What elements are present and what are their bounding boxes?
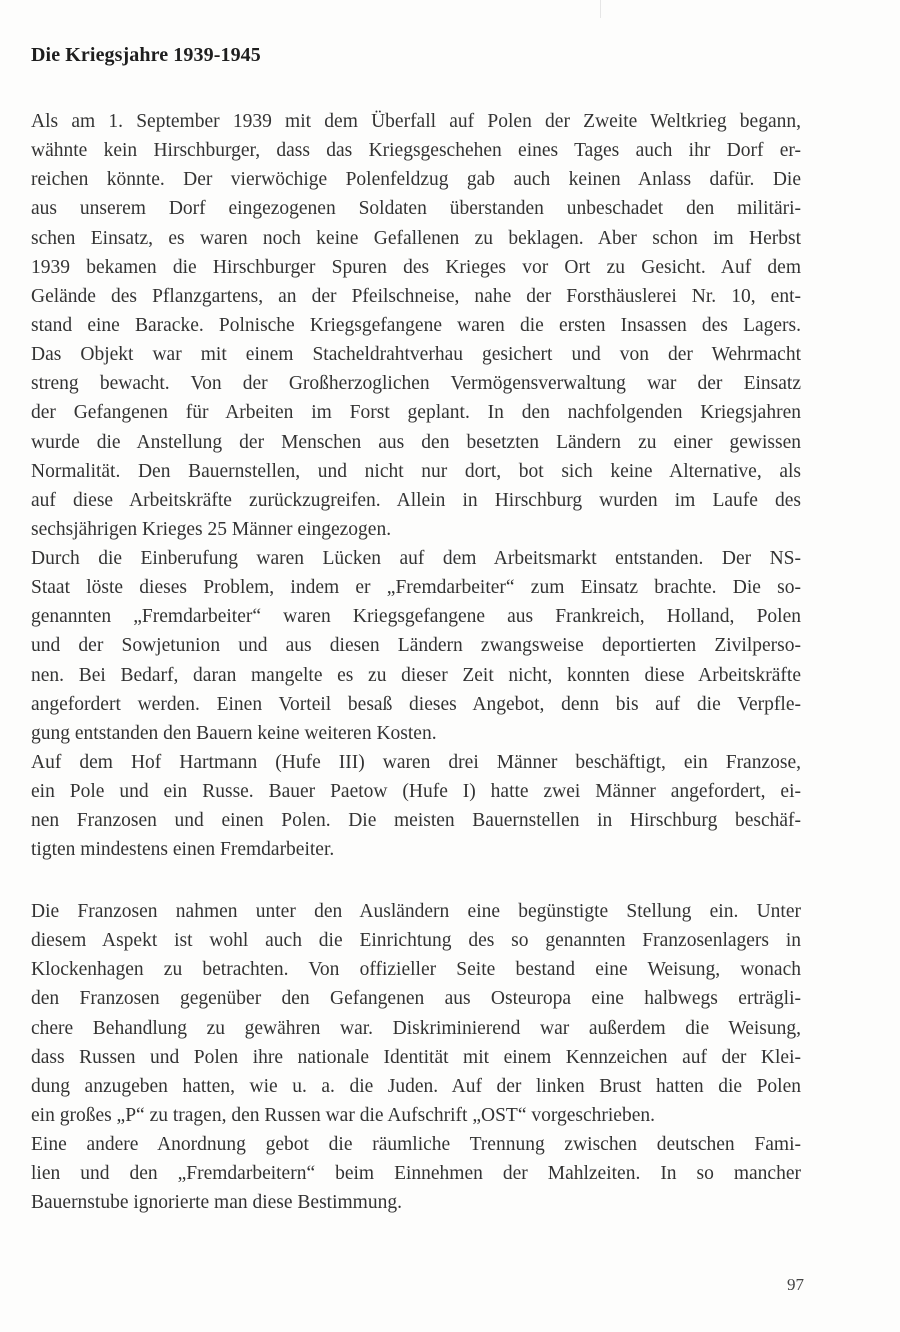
text-line: Eine andere Anordnung gebot die räumliche Trennung zwischen deutschen Fami- — [31, 1134, 801, 1155]
text-line: Als am 1. September 1939 mit dem Überfall auf Polen der Zweite Weltkrieg begann, — [31, 111, 801, 132]
text-line: Gelände des Pflanzgartens, an der Pfeilschneise, nahe der Forsthäuslerei Nr. 10, ent- — [31, 285, 801, 307]
text-line: den Franzosen gegenüber den Gefangenen aus Osteuropa eine halbwegs erträgli- — [31, 988, 801, 1010]
scan-edge-mark — [600, 0, 601, 18]
text-line: ein großes „P“ zu tragen, den Russen war die Aufschrift „OST“ vorgeschrieben. — [31, 1104, 655, 1126]
text-line: 1939 bekamen die Hirschburger Spuren des Krieges vor Ort zu Gesicht. Auf dem — [31, 256, 801, 278]
text-line: diesem Aspekt ist wohl auch die Einrichtung des so genannten Franzosenlagers in — [31, 930, 801, 952]
text-line: nen. Bei Bedarf, daran mangelte es zu dieser Zeit nicht, konnten diese Arbeitskräfte — [31, 664, 801, 686]
text-line: angefordert werden. Einen Vorteil besaß dieses Angebot, denn bis auf die Verpfle- — [31, 693, 801, 715]
text-line: schen Einsatz, es waren noch keine Gefallenen zu beklagen. Aber schon im Herbst — [31, 227, 801, 249]
chapter-heading: Die Kriegsjahre 1939-1945 — [31, 44, 261, 66]
page-number: 97 — [787, 1275, 804, 1294]
text-line: Die Franzosen nahmen unter den Ausländern eine begünstigte Stellung ein. Unter — [31, 901, 801, 922]
paragraph-2 — [31, 544, 801, 748]
text-line: und der Sowjetunion und aus diesen Ländern zwangsweise deportierten Zivilperso- — [31, 635, 801, 657]
text-line: Normalität. Den Bauernstellen, und nicht nur dort, bot sich keine Alternative, als — [31, 460, 801, 482]
text-line: ein Pole und ein Russe. Bauer Paetow (Hufe I) hatte zwei Männer angefordert, ei- — [31, 781, 801, 803]
text-line: stand eine Baracke. Polnische Kriegsgefangene waren die ersten Insassen des Lagers. — [31, 314, 801, 336]
text-line: wurde die Anstellung der Menschen aus den besetzten Ländern zu einer gewissen — [31, 431, 801, 453]
text-line: der Gefangenen für Arbeiten im Forst geplant. In den nachfolgenden Kriegsjahren — [31, 402, 801, 424]
text-line: auf diese Arbeitskräfte zurückzugreifen. Allein in Hirschburg wurden im Laufe des — [31, 489, 801, 511]
text-line: dung anzugeben hatten, wie u. a. die Juden. Auf der linken Brust hatten die Polen — [31, 1075, 801, 1097]
paragraph-5 — [31, 1130, 801, 1217]
text-line: reichen könnte. Der vierwöchige Polenfeldzug gab auch keinen Anlass dafür. Die — [31, 169, 801, 191]
text-line: Bauernstube ignorierte man diese Bestimmung. — [31, 1192, 402, 1214]
paragraph-3 — [31, 748, 801, 865]
paragraph-4 — [31, 897, 801, 1130]
paragraph-1 — [31, 107, 801, 544]
text-line: sechsjährigen Krieges 25 Männer eingezogen. — [31, 518, 392, 540]
text-line: Auf dem Hof Hartmann (Hufe III) waren drei Männer beschäftigt, ein Franzose, — [31, 752, 801, 773]
text-line: dass Russen und Polen ihre nationale Identität mit einem Kennzeichen auf der Klei- — [31, 1046, 801, 1068]
text-line: Das Objekt war mit einem Stacheldrahtverhau gesichert und von der Wehrmacht — [31, 344, 801, 366]
text-line: wähnte kein Hirschburger, dass das Kriegsgeschehen eines Tages auch ihr Dorf er- — [31, 140, 801, 162]
text-line: tigten mindestens einen Fremdarbeiter. — [31, 839, 335, 861]
text-line: gung entstanden den Bauern keine weiteren Kosten. — [31, 722, 437, 744]
text-line: Durch die Einberufung waren Lücken auf dem Arbeitsmarkt entstanden. Der NS- — [31, 548, 801, 569]
text-line: aus unserem Dorf eingezogenen Soldaten überstanden unbeschadet den militäri- — [31, 198, 801, 220]
text-line: lien und den „Fremdarbeitern“ beim Einnehmen der Mahlzeiten. In so mancher — [31, 1163, 801, 1185]
text-line: nen Franzosen und einen Polen. Die meisten Bauernstellen in Hirschburg beschäf- — [31, 810, 801, 832]
text-line: Staat löste dieses Problem, indem er „Fremdarbeiter“ zum Einsatz brachte. Die so- — [31, 577, 801, 599]
text-line: genannten „Fremdarbeiter“ waren Kriegsgefangene aus Frankreich, Holland, Polen — [31, 606, 801, 628]
text-line: Klockenhagen zu betrachten. Von offizieller Seite bestand eine Weisung, wonach — [31, 959, 801, 981]
text-line: chere Behandlung zu gewähren war. Diskriminierend war außerdem die Weisung, — [31, 1017, 801, 1039]
text-line: streng bewacht. Von der Großherzoglichen Vermögensverwaltung war der Einsatz — [31, 373, 801, 395]
